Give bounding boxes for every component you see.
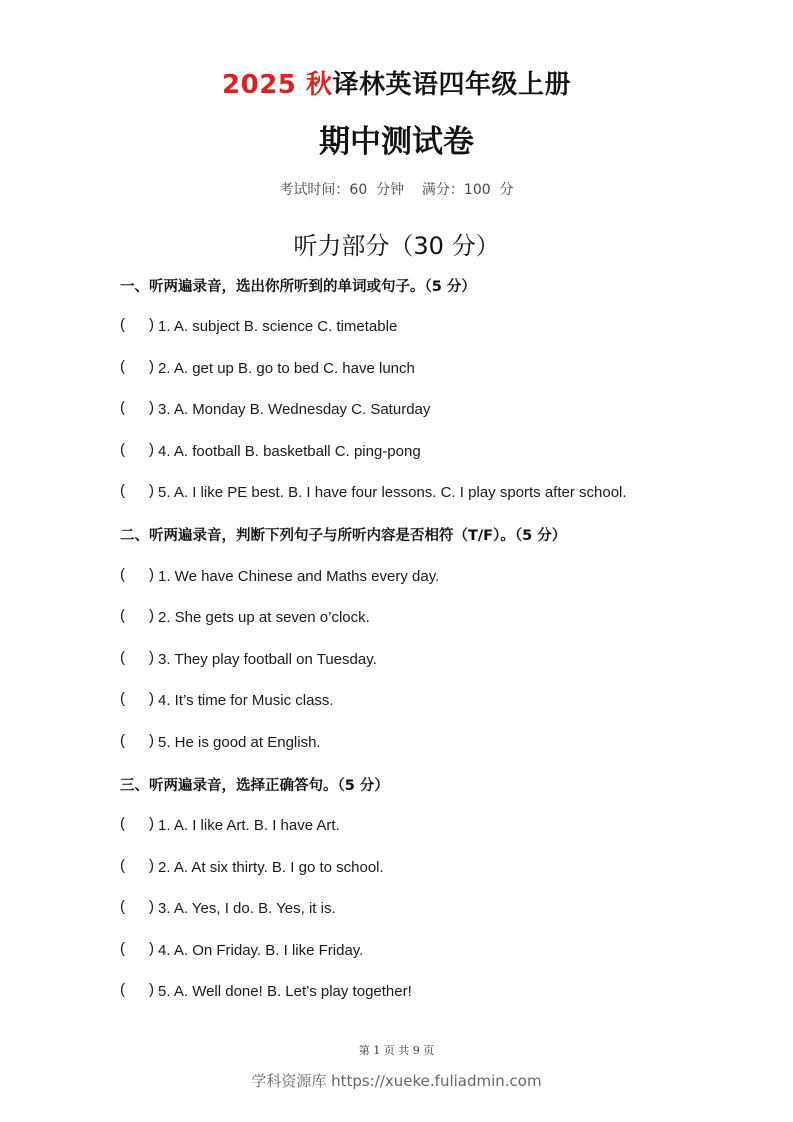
part-title-1: 一、听两遍录音，选出你所听到的单词或句子。（5 分） bbox=[120, 279, 476, 295]
question-row bbox=[120, 814, 340, 836]
document-title bbox=[0, 64, 793, 101]
question-text: 3. They play football on Tuesday. bbox=[158, 650, 377, 668]
question-row bbox=[120, 689, 334, 711]
part-title-3: 三、听两遍录音，选择正确答句。（5 分） bbox=[120, 778, 389, 794]
question-text: 4. It’s time for Music class. bbox=[158, 691, 334, 709]
question-text: 1. A. I like Art. B. I have Art. bbox=[158, 816, 340, 834]
question-row bbox=[120, 939, 363, 961]
question-text: 5. A. Well done! B. Let’s play together! bbox=[158, 982, 412, 1000]
question-text: 4. A. football B. basketball C. ping-pong bbox=[158, 442, 421, 460]
answer-blank[interactable] bbox=[126, 899, 146, 917]
document-subtitle: 期中测试卷 bbox=[319, 124, 474, 160]
answer-blank[interactable] bbox=[126, 567, 146, 585]
question-row bbox=[120, 565, 439, 587]
answer-blank[interactable] bbox=[126, 442, 146, 460]
question-text: 1. We have Chinese and Maths every day. bbox=[158, 567, 440, 585]
watermark-text: 学科资源库 https://xueke.fuliadmin.com bbox=[251, 1072, 542, 1090]
question-text: 2. A. get up B. go to bed C. have lunch bbox=[158, 359, 415, 377]
question-text: 3. A. Yes, I do. B. Yes, it is. bbox=[158, 899, 336, 917]
part-title-2: 二、听两遍录音，判断下列句子与所听内容是否相符（T/F）。（5 分） bbox=[120, 528, 567, 544]
question-row bbox=[120, 315, 397, 337]
question-row bbox=[120, 731, 321, 753]
answer-blank[interactable] bbox=[126, 317, 146, 335]
question-text: 2. She gets up at seven o’clock. bbox=[158, 608, 370, 626]
answer-blank[interactable] bbox=[126, 941, 146, 959]
question-row bbox=[120, 897, 336, 919]
question-row bbox=[120, 856, 384, 878]
question-text: 1. A. subject B. science C. timetable bbox=[158, 317, 398, 335]
answer-blank[interactable] bbox=[126, 400, 146, 418]
answer-blank[interactable] bbox=[126, 483, 146, 501]
answer-blank[interactable] bbox=[126, 733, 146, 751]
question-text: 4. A. On Friday. B. I like Friday. bbox=[158, 941, 364, 959]
page-number: 第 1 页 共 9 页 bbox=[358, 1044, 435, 1057]
answer-blank[interactable] bbox=[126, 608, 146, 626]
title-course: 译林英语四年级上册 bbox=[332, 70, 571, 100]
question-text: 5. A. I like PE best. B. I have four lessons. C. I play sports after school. bbox=[158, 483, 627, 501]
question-row bbox=[120, 481, 627, 503]
answer-blank[interactable] bbox=[126, 691, 146, 709]
section-heading-listening: 听力部分（30 分） bbox=[293, 232, 500, 260]
answer-blank[interactable] bbox=[126, 650, 146, 668]
question-row bbox=[120, 357, 415, 379]
question-row bbox=[120, 648, 377, 670]
answer-blank[interactable] bbox=[126, 359, 146, 377]
question-text: 2. A. At six thirty. B. I go to school. bbox=[158, 858, 384, 876]
answer-blank[interactable] bbox=[126, 982, 146, 1000]
title-year-season: 2025 秋 bbox=[222, 70, 333, 100]
question-row bbox=[120, 398, 430, 420]
question-row bbox=[120, 980, 412, 1002]
answer-blank[interactable] bbox=[126, 816, 146, 834]
question-row bbox=[120, 606, 370, 628]
question-row bbox=[120, 440, 421, 462]
question-text: 5. He is good at English. bbox=[158, 733, 321, 751]
answer-blank[interactable] bbox=[126, 858, 146, 876]
question-text: 3. A. Monday B. Wednesday C. Saturday bbox=[158, 400, 431, 418]
exam-info: 考试时间：60 分钟 满分：100 分 bbox=[279, 182, 514, 198]
